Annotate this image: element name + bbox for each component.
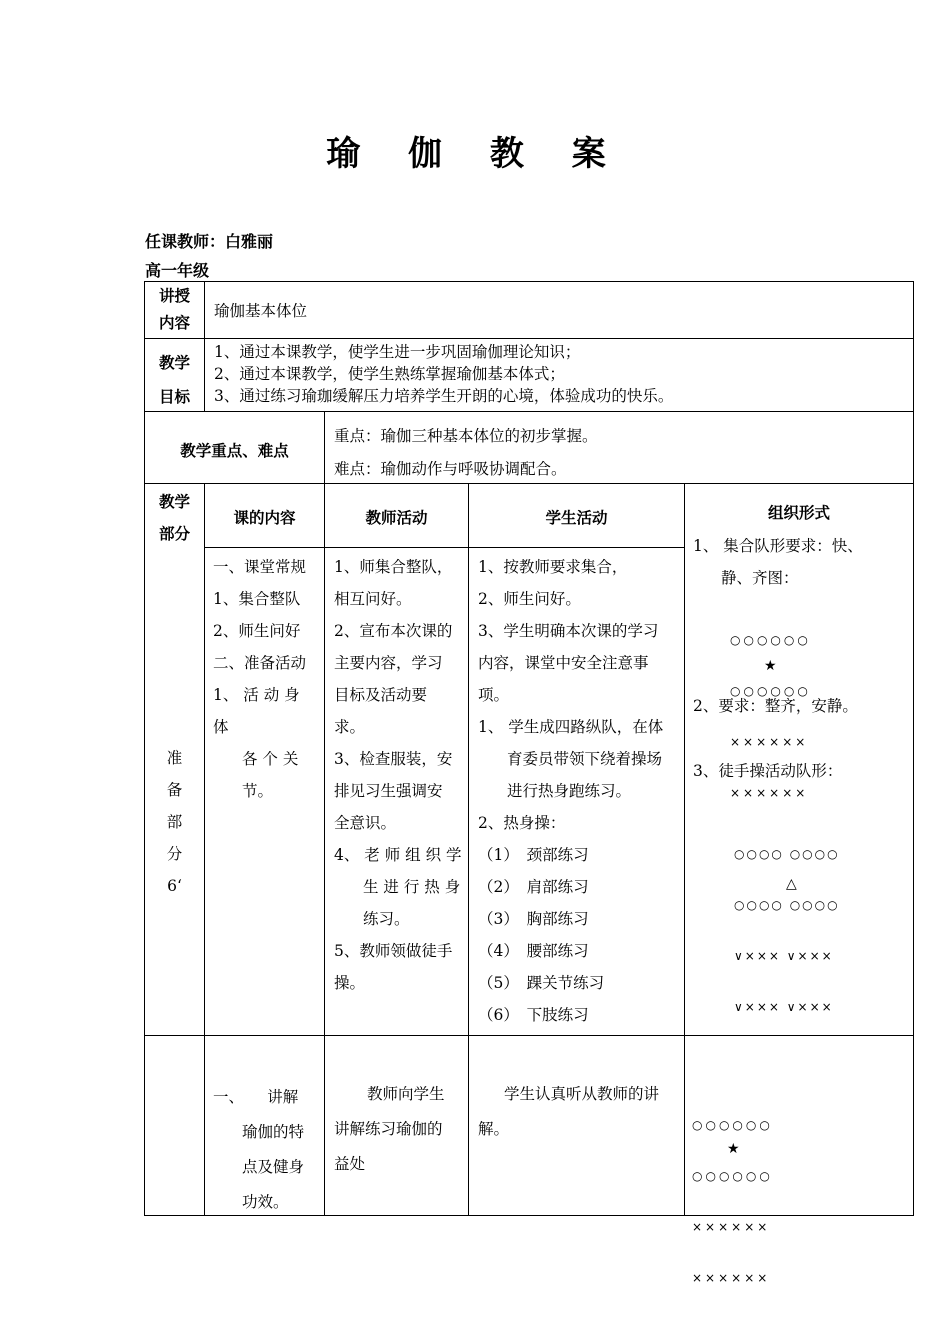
prep-teacher-line: 练习。 (363, 910, 410, 928)
prep-teacher-line: 操。 (334, 974, 366, 992)
cross-row: ∨××× ∨××× (734, 1000, 834, 1014)
org-item-3: 3、徒手操活动队形： (693, 762, 843, 780)
prep-teacher-line: 求。 (334, 718, 366, 736)
prep-content (213, 551, 319, 807)
teacher-star-icon: ★ (764, 658, 777, 674)
prep-student-line: （2） 肩部练习 (478, 878, 589, 896)
circle-row: ○○○○○○ (692, 1118, 773, 1132)
header-org: 组织形式 (767, 503, 830, 522)
prep-teacher-line: 1、师集合整队， (334, 558, 453, 576)
prep-student-line: 2、热身操： (478, 814, 566, 832)
content-row-label: 讲授 内容 (158, 286, 190, 332)
goals-row-label: 教学 目标 (158, 353, 190, 406)
prep-student-line: 进行热身跑练习。 (507, 782, 632, 800)
prep-student-line: 1、 学生成四路纵队，在体 (478, 718, 664, 736)
circle-row: ○○○○ ○○○○ (734, 898, 840, 912)
prep-teacher (334, 551, 464, 999)
basic-content-line: 瑜伽的特 (242, 1123, 305, 1141)
prep-student (478, 551, 680, 1031)
prep-teacher-line: 4、 老 师 组 织 学 (334, 846, 462, 864)
prep-student-line: 3、学生明确本次课的学习 (478, 622, 659, 640)
circle-row: ○○○○○○ (730, 684, 811, 698)
document-title: 瑜 伽 教 案 (326, 134, 624, 174)
prep-teacher-line: 全意识。 (334, 814, 397, 832)
prep-content-line: 各 个 关 (242, 750, 299, 768)
key-point: 重点：瑜伽三种基本体位的初步掌握。 (334, 427, 598, 445)
basic-content (213, 1080, 319, 1220)
prep-content-line: 2、师生问好 (213, 622, 301, 640)
basic-content-line: 点及健身 (242, 1158, 305, 1176)
teacher-star-icon: ★ (727, 1141, 740, 1157)
teacher-triangle-icon: △ (786, 876, 797, 892)
prep-student-line: （1） 颈部练习 (478, 846, 589, 864)
basic-teacher-line: 益处 (334, 1155, 366, 1173)
basic-teacher-line: 教师向学生 (367, 1085, 445, 1103)
org-item-1a: 1、 集合队形要求：快、 (693, 537, 863, 555)
prep-student-line: 2、师生问好。 (478, 590, 581, 608)
cross-row: ×××××× (730, 786, 809, 800)
prep-teacher-line: 目标及活动要 (334, 686, 428, 704)
header-part: 教学 部分 (158, 492, 190, 543)
prep-student-line: 项。 (478, 686, 510, 704)
basic-formation (692, 1083, 773, 1304)
prep-content-line: 节。 (242, 782, 274, 800)
goal-item: 3、通过练习瑜珈缓解压力培养学生开朗的心境，体验成功的快乐。 (214, 387, 674, 405)
basic-content-line: 一、 讲解 (213, 1088, 299, 1106)
basic-content-line: 功效。 (242, 1193, 289, 1211)
basic-teacher (334, 1077, 464, 1182)
basic-teacher-line: 讲解练习瑜伽的 (334, 1120, 443, 1138)
prep-student-line: 育委员带领下绕着操场 (507, 750, 663, 768)
exercise-formation (734, 812, 840, 1033)
prep-student-line: （4） 腰部练习 (478, 942, 589, 960)
prep-student-line: 内容，课堂中安全注意事 (478, 654, 649, 672)
cross-row: ×××××× (730, 735, 809, 749)
content-row-value: 瑜伽基本体位 (214, 302, 308, 320)
header-content: 课的内容 (233, 508, 296, 527)
grade-level: 高一年级 (145, 261, 210, 280)
header-student: 学生活动 (545, 508, 608, 527)
header-teacher: 教师活动 (365, 508, 428, 527)
prep-student-line: （3） 胸部练习 (478, 910, 589, 928)
prep-student-line: （6） 下肢练习 (478, 1006, 589, 1024)
prep-teacher-line: 生 进 行 热 身 (363, 878, 461, 896)
prep-content-line: 一、课堂常规 (213, 558, 307, 576)
goal-item: 2、通过本课教学，使学生熟练掌握瑜伽基本体式； (214, 365, 565, 383)
goal-item: 1、通过本课教学，使学生进一步巩固瑜伽理论知识； (214, 343, 581, 361)
circle-row: ○○○○○○ (692, 1169, 773, 1183)
circle-row: ○○○○○○ (730, 633, 811, 647)
basic-student-line: 学生认真听从教师的讲 (504, 1085, 660, 1103)
prep-student-line: 1、按教师要求集合， (478, 558, 628, 576)
key-row-label: 教学重点、难点 (180, 441, 289, 460)
difficulty-point: 难点：瑜伽动作与呼吸协调配合。 (334, 460, 567, 478)
prep-teacher-line: 3、检查服装，安 (334, 750, 453, 768)
basic-student (478, 1077, 680, 1147)
org-item-2: 2、要求：整齐，安静。 (693, 697, 858, 715)
prep-teacher-line: 排见习生强调安 (334, 782, 443, 800)
goals-list (214, 341, 673, 407)
prep-content-line: 1、 活 动 身 体 (213, 686, 300, 736)
cross-row: ∨××× ∨××× (734, 949, 834, 963)
prep-content-line: 二、准备活动 (213, 654, 307, 672)
teacher-name: 任课教师：白雅丽 (145, 232, 274, 251)
circle-row: ○○○○ ○○○○ (734, 847, 840, 861)
cross-row: ×××××× (692, 1220, 771, 1234)
prep-teacher-line: 5、教师领做徒手 (334, 942, 453, 960)
basic-student-line: 解。 (478, 1120, 510, 1138)
cross-row: ×××××× (692, 1271, 771, 1285)
prep-part-label: 准 备 部 分 6‘ (166, 749, 183, 895)
prep-content-line: 1、集合整队 (213, 590, 301, 608)
prep-teacher-line: 相互问好。 (334, 590, 412, 608)
prep-teacher-line: 2、宣布本次课的 (334, 622, 453, 640)
prep-student-line: （5） 踝关节练习 (478, 974, 605, 992)
org-item-1b: 静、齐图： (721, 569, 799, 587)
prep-teacher-line: 主要内容，学习 (334, 654, 443, 672)
